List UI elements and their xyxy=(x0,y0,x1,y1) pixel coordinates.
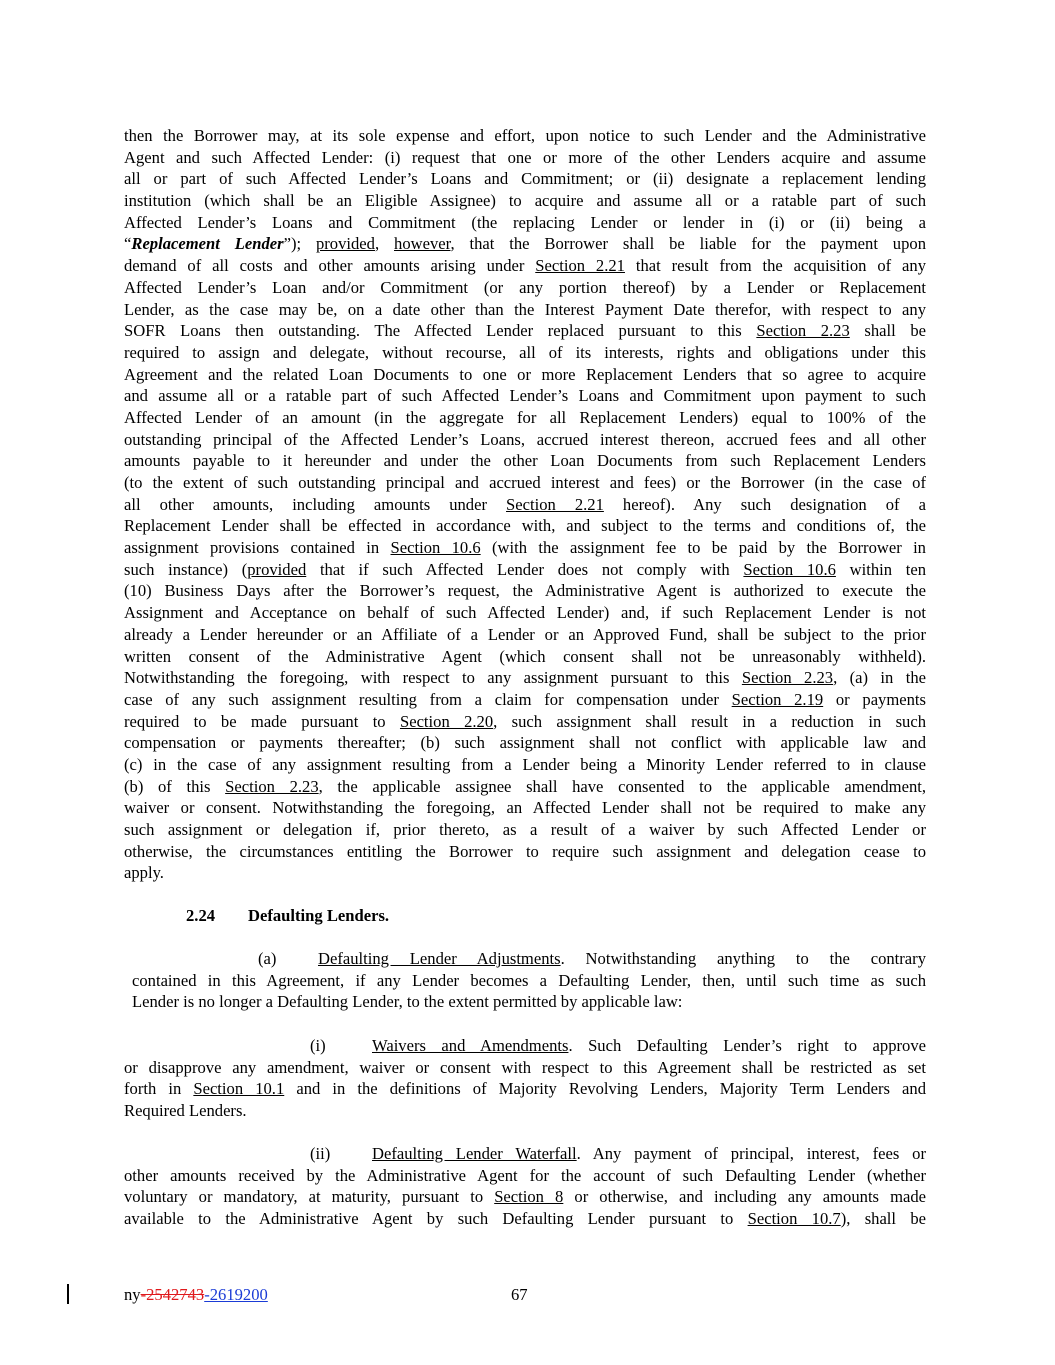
text-run: Notwithstanding the foregoing, with respect to any assignment pursuant to this xyxy=(124,668,742,688)
text-run: and assume all or a ratable part of such Affected Lender’s Loans and Commitment upon payment to such xyxy=(124,386,926,406)
text-run: Agreement and the related Loan Documents to one or more Replacement Lenders that so agree to acquire xyxy=(124,364,926,384)
text-line xyxy=(124,580,926,602)
text-line xyxy=(124,190,926,212)
change-bar xyxy=(67,1284,69,1304)
text-run: case of any such assignment resulting from a claim for compensation under xyxy=(124,689,732,709)
text-line xyxy=(124,255,926,277)
text-run: or disapprove any amendment, waiver or consent with respect to this Agreement shall be restricted as set xyxy=(124,1057,926,1077)
paragraph-i-waivers-and-amendments xyxy=(124,1035,926,1122)
text-line xyxy=(124,233,926,255)
text-line xyxy=(124,797,926,819)
text-run: apply. xyxy=(124,863,164,883)
cross-reference: Section 8 xyxy=(494,1187,564,1207)
text-line xyxy=(124,841,926,863)
text-line xyxy=(124,450,926,472)
text-run: ”); xyxy=(283,234,316,254)
text-run: otherwise, the circumstances entitling the Borrower to require such assignment and delegation cease to xyxy=(124,841,926,861)
cross-reference: provided xyxy=(247,559,307,579)
text-run: that result from the acquisition of any xyxy=(624,256,926,276)
text-line xyxy=(124,1186,926,1208)
text-run: shall be xyxy=(849,321,926,341)
text-run: , xyxy=(374,234,395,254)
text-line xyxy=(124,1078,926,1100)
text-line xyxy=(124,342,926,364)
text-line xyxy=(124,429,926,451)
paragraph-replacement-lender xyxy=(124,125,926,884)
text-line xyxy=(132,948,926,970)
text-run: . Such Defaulting Lender’s right to approve xyxy=(568,1036,926,1055)
text-line xyxy=(124,168,926,190)
text-line xyxy=(124,515,926,537)
text-line xyxy=(124,494,926,516)
cross-reference: Section 2.23 xyxy=(225,776,319,796)
text-run: Replacement Lender shall be effected in accordance with, and subject to the terms and conditions of, the xyxy=(124,516,926,536)
clause-marker: (a) xyxy=(258,949,277,968)
text-line xyxy=(124,776,926,798)
text-run: or payments xyxy=(823,689,926,709)
text-line xyxy=(124,754,926,776)
text-run: available to the Administrative Agent by such Defaulting Lender pursuant to xyxy=(124,1209,748,1229)
text-run: Assignment and Acceptance on behalf of such Affected Lender) and, if such Replacement Lender is not xyxy=(124,603,926,623)
paragraph-a-defaulting-lender-adjustments xyxy=(132,948,926,1013)
text-run: ), shall be xyxy=(840,1209,926,1229)
cross-reference: Defaulting Lender Adjustments xyxy=(318,949,561,968)
text-run: then the Borrower may, at its sole expense and effort, upon notice to such Lender and the Administrative xyxy=(124,126,926,145)
text-run: written consent of the Administrative Agent (which consent shall not be unreasonably withheld). xyxy=(124,646,926,666)
text-run: within ten xyxy=(835,559,926,579)
text-run: other amounts received by the Administrative Agent for the account of such Defaulting Lender (whether xyxy=(124,1165,926,1185)
text-line-rest xyxy=(318,948,926,970)
text-run: and in the definitions of Majority Revolving Lenders, Majority Term Lenders and xyxy=(284,1079,926,1099)
clause-marker: (ii) xyxy=(310,1144,331,1163)
text-line xyxy=(124,711,926,733)
cross-reference: Section 2.23 xyxy=(741,668,834,688)
cross-reference: Section 2.21 xyxy=(506,494,604,514)
text-run: that if such Affected Lender does not comply with xyxy=(306,559,744,579)
text-line xyxy=(124,364,926,386)
cross-reference: Section 2.19 xyxy=(731,689,824,709)
text-run: (c) in the case of any assignment resulting from a Lender being a Minority Lender referred to in clause xyxy=(124,754,926,774)
text-line xyxy=(124,299,926,321)
text-line xyxy=(124,559,926,581)
text-run: , (a) in the xyxy=(833,668,926,688)
text-line xyxy=(124,732,926,754)
text-line xyxy=(124,1035,926,1057)
text-run: amounts payable to it hereunder and under the other Loan Documents from such Replacement Lenders xyxy=(124,451,926,471)
text-run: or otherwise, and including any amounts made xyxy=(563,1187,926,1207)
text-run: demand of all costs and other amounts arising under xyxy=(124,256,536,276)
text-line xyxy=(124,537,926,559)
doc-id-prefix: ny xyxy=(124,1285,141,1304)
text-run: contained in this Agreement, if any Lender becomes a Defaulting Lender, then, until such time as such xyxy=(132,970,926,990)
text-run: , such assignment shall result in a reduction in such xyxy=(493,711,926,731)
cross-reference: provided xyxy=(315,234,375,254)
footer-doc-id xyxy=(124,1284,268,1306)
section-title: Defaulting Lenders. xyxy=(248,906,390,925)
text-run: voluntary or mandatory, at maturity, pursuant to xyxy=(124,1187,495,1207)
defined-term: Replacement Lender xyxy=(131,234,284,254)
text-run: outstanding principal of the Affected Lender’s Loans, accrued interest thereon, accrued fees and all other xyxy=(124,429,926,449)
cross-reference: however xyxy=(394,234,451,254)
text-line xyxy=(124,147,926,169)
page-number: 67 xyxy=(511,1285,528,1304)
text-run: all or part of such Affected Lender’s Loans and Commitment; or (ii) designate a replacement lending xyxy=(124,169,926,189)
text-run: forth in xyxy=(124,1079,194,1099)
text-run: SOFR Loans then outstanding. The Affected Lender replaced pursuant to this xyxy=(124,321,757,341)
cross-reference: Defaulting Lender Waterfall xyxy=(372,1144,577,1163)
text-run: required to be made pursuant to xyxy=(124,711,400,731)
text-line xyxy=(124,472,926,494)
text-run: all other amounts, including amounts under xyxy=(124,494,507,514)
text-run: compensation or payments thereafter; (b) such assignment shall not conflict with applicable law and xyxy=(124,733,926,753)
text-line-rest xyxy=(372,1035,926,1057)
section-number: 2.24 xyxy=(186,906,216,925)
cross-reference: Waivers and Amendments xyxy=(372,1036,569,1055)
text-line xyxy=(124,1057,926,1079)
text-line xyxy=(124,667,926,689)
text-line xyxy=(124,862,926,884)
text-run: Affected Lender’s Loans and Commitment (the replacing Lender or lender in (i) or (ii) being a xyxy=(124,212,926,232)
text-line xyxy=(124,1100,926,1122)
doc-id-inserted: -2619200 xyxy=(204,1285,268,1304)
text-line xyxy=(124,624,926,646)
cross-reference: Section 2.21 xyxy=(535,256,625,276)
text-run: Affected Lender’s Loan and/or Commitment (or any portion thereof) by a Lender or Replacement xyxy=(124,277,926,297)
text-line xyxy=(124,212,926,234)
text-run: (with the assignment fee to be paid by the Borrower in xyxy=(480,538,926,558)
text-run: such assignment or delegation if, prior thereto, as a result of a waiver by such Affected Lender or xyxy=(124,820,926,839)
cross-reference: Section 10.1 xyxy=(193,1079,285,1099)
cross-reference: Section 2.23 xyxy=(756,321,850,341)
text-line xyxy=(124,385,926,407)
text-run: , the applicable assignee shall have consented to the applicable amendment, xyxy=(318,776,926,796)
text-run: Required Lenders. xyxy=(124,1101,247,1121)
text-run: , that the Borrower shall be liable for the payment upon xyxy=(450,234,926,254)
text-run: institution (which shall be an Eligible Assignee) to acquire and assume all or a ratable part of such xyxy=(124,191,926,211)
text-line xyxy=(124,646,926,668)
text-run: “ xyxy=(124,234,132,254)
doc-id-deleted: -2542743 xyxy=(140,1285,205,1304)
text-run: such instance) ( xyxy=(124,559,248,579)
text-line xyxy=(124,125,926,147)
cross-reference: Section 2.20 xyxy=(399,711,494,731)
clause-marker: (i) xyxy=(310,1036,326,1055)
text-run: . Any payment of principal, interest, fees or xyxy=(576,1144,926,1163)
cross-reference: Section 10.7 xyxy=(747,1209,841,1229)
text-line xyxy=(132,991,926,1013)
text-line-rest xyxy=(372,1143,926,1165)
text-run: Agent and such Affected Lender: (i) request that one or more of the other Lenders acquire and assume xyxy=(124,147,926,167)
text-line xyxy=(124,819,926,841)
text-run: . Notwithstanding anything to the contrary xyxy=(560,949,926,968)
text-run: Affected Lender of an amount (in the aggregate for all Replacement Lenders) equal to 100% of the xyxy=(124,407,926,427)
text-run: (10) Business Days after the Borrower’s request, the Administrative Agent is authorized to execute the xyxy=(124,581,926,601)
text-run: required to assign and delegate, without recourse, all of its interests, rights and obligations under this xyxy=(124,342,926,362)
text-line xyxy=(124,320,926,342)
cross-reference: Section 10.6 xyxy=(390,538,481,558)
text-run: Lender, as the case may be, on a date other than the Interest Payment Date therefor, with respect to any xyxy=(124,299,926,319)
text-run: assignment provisions contained in xyxy=(124,538,391,558)
text-run: Lender is no longer a Defaulting Lender, to the extent permitted by applicable law: xyxy=(132,992,683,1012)
text-run: (to the extent of such outstanding principal and accrued interest and fees) or the Borrower (in the case of xyxy=(124,473,926,492)
text-line xyxy=(132,970,926,992)
text-run: already a Lender hereunder or an Affiliate of a Lender or an Approved Fund, shall be subject to the prior xyxy=(124,624,926,644)
text-line xyxy=(124,689,926,711)
text-line xyxy=(124,1208,926,1230)
text-line xyxy=(124,1165,926,1187)
text-line xyxy=(124,407,926,429)
text-line xyxy=(124,602,926,624)
cross-reference: Section 10.6 xyxy=(743,559,836,579)
section-heading-2-24 xyxy=(186,905,586,927)
text-line xyxy=(124,1143,926,1165)
text-run: (b) of this xyxy=(124,776,226,796)
text-run: hereof). Any such designation of a xyxy=(603,494,926,514)
text-line xyxy=(124,277,926,299)
paragraph-ii-defaulting-lender-waterfall xyxy=(124,1143,926,1230)
text-run: waiver or consent. Notwithstanding the foregoing, an Affected Lender shall not be required to make any xyxy=(124,798,926,818)
